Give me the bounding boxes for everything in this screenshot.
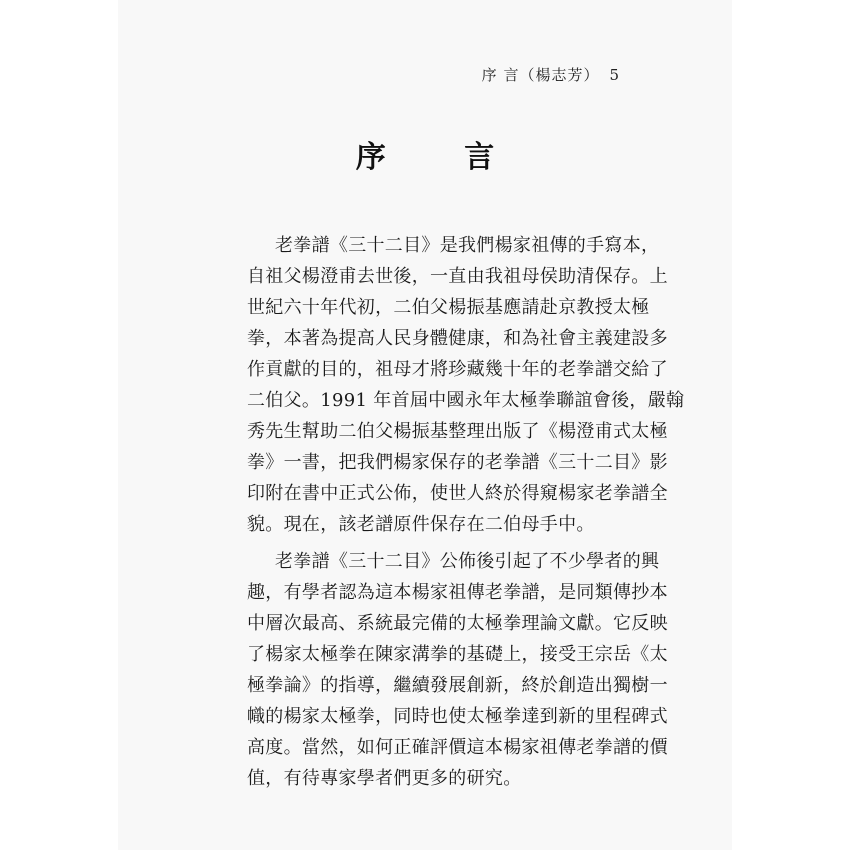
text-line: 拳，本著為提高人民身體健康，和為社會主義建設多 bbox=[247, 328, 668, 349]
paragraph-1 bbox=[247, 230, 685, 540]
running-title: 序 言（楊志芳） bbox=[481, 66, 600, 84]
text-line: 貌。現在，該老譜原件保存在二伯母手中。 bbox=[247, 514, 595, 535]
text-line: 幟的楊家太極拳，同時也使太極拳達到新的里程碑式 bbox=[247, 706, 668, 727]
text-line: 極拳論》的指導，繼續發展創新，終於創造出獨樹一 bbox=[247, 675, 668, 696]
text-line: 作貢獻的目的，祖母才將珍藏幾十年的老拳譜交給了 bbox=[247, 359, 668, 380]
text-line: 趣，有學者認為這本楊家祖傳老拳譜，是同類傳抄本 bbox=[247, 582, 668, 603]
page-number: 5 bbox=[609, 66, 620, 84]
paragraph-2 bbox=[247, 546, 668, 794]
text-line: 拳》一書，把我們楊家保存的老拳譜《三十二目》影 bbox=[247, 452, 668, 473]
chapter-title: 序 言 bbox=[355, 140, 529, 175]
text-line: 印附在書中正式公佈，使世人終於得窺楊家老拳譜全 bbox=[247, 483, 668, 504]
text-line: 高度。當然，如何正確評價這本楊家祖傳老拳譜的價 bbox=[247, 737, 668, 758]
text-line: 了楊家太極拳在陳家溝拳的基礎上，接受王宗岳《太 bbox=[247, 644, 668, 665]
text-line: 自祖父楊澄甫去世後，一直由我祖母侯助清保存。上 bbox=[247, 266, 668, 287]
text-line: 中層次最高、系統最完備的太極拳理論文獻。它反映 bbox=[247, 613, 668, 634]
text-line: 老拳譜《三十二目》是我們楊家祖傳的手寫本， bbox=[275, 235, 660, 256]
text-line: 世紀六十年代初，二伯父楊振基應請赴京教授太極 bbox=[247, 297, 650, 318]
text-line: 值，有待專家學者們更多的研究。 bbox=[247, 768, 522, 789]
running-header bbox=[482, 64, 620, 85]
body-text bbox=[247, 230, 685, 794]
text-line: 二伯父。1991 年首屆中國永年太極拳聯誼會後，嚴翰 bbox=[247, 390, 685, 411]
text-line: 秀先生幫助二伯父楊振基整理出版了《楊澄甫式太極 bbox=[247, 421, 668, 442]
text-line: 老拳譜《三十二目》公佈後引起了不少學者的興 bbox=[275, 551, 660, 572]
